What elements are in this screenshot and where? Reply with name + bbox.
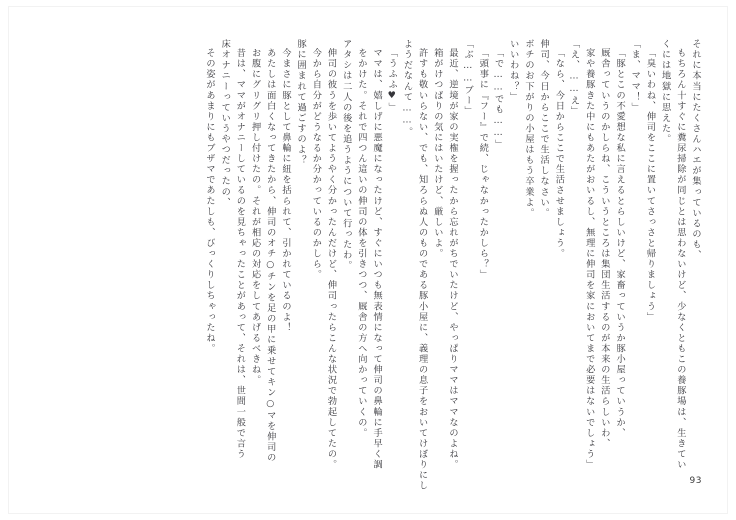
text-column: いいわね？」 <box>507 39 519 103</box>
text-column: くには地獄に思えた。 <box>659 39 671 145</box>
text-column: 許すも敬いらない、でも、知ろらぬ人のものである豚小屋に、義理の息子をおいてけぼりにし <box>416 48 428 492</box>
text-column: 「ま、ママ！」 <box>629 39 641 113</box>
text-column: 今まさに豚として鼻輪に紐を括られて、引かれているのよ！ <box>279 48 291 333</box>
text-column: 床オナニーっていうやつだったの、 <box>219 39 231 208</box>
text-column: もちろん十すぐに糞尿掃除が同じとは思わないけど、少なくともこの養豚場は、生きてい <box>674 48 686 470</box>
page-number: 93 <box>689 476 702 486</box>
text-column: 今から自分がどうなるか分かっているのかしら。 <box>310 48 322 281</box>
text-column: その姿があまりにもブザマであたしも、びっくりしちゃったね。 <box>204 48 215 354</box>
text-column: 厩舎っていうのかしらね、こういうところは集団生活するのが本来の生活らしいわ、 <box>598 48 610 449</box>
text-column: 昔は、ママがオナニーしているのを見ちゃったことがあって、それは、世間一般で言う <box>234 48 246 460</box>
text-column: 「うふふ♥」 <box>386 48 398 114</box>
text-column: ようだなんて……。 <box>401 39 413 138</box>
text-column: アタシは二人の後を追うようについて行ったわ。 <box>340 39 352 272</box>
text-column: それに本当にたくさんハエが集っているのも、 <box>690 39 701 261</box>
text-column: 「え、……え」 <box>568 39 580 117</box>
text-column: 「ぶ……ブー」 <box>462 39 474 117</box>
text-column: 「臭いわね、伸司をここに置いてさっさと帰りましょう」 <box>644 48 656 323</box>
text-column: 伸司、今日からここで生活しなさい。 <box>538 39 550 219</box>
text-column: 豚に囲まれて過ごすのよ？ <box>295 39 307 166</box>
text-column: 「で……でも……」 <box>492 48 504 151</box>
text-column: 最近、逆境が家の実権を握ったから忘れがちでいたけど、やっぱりママはママなのよね。 <box>447 48 458 470</box>
text-column: 「頭事に『フー』で続、じゃなかったかしら？」 <box>477 48 489 281</box>
text-column: 家や養豚きた中にもあたがおいるし、無理に伸司を家においてまで必要はないでしょう」 <box>583 48 595 470</box>
text-column: 「豚とこの不愛想な私に言えるとらしいけど、家畜っていうか豚小屋っていうか、 <box>614 48 626 439</box>
text-column: 「なら、今日からここで生活させましょう。 <box>553 48 565 259</box>
text-column: をかけた。それで四つん這いの伸司の体を引きつつ、厩舎の方へ向かっていくの。 <box>355 48 367 439</box>
text-column: お腹にグリグリ押し付けたの。それが相応の対応をしてあげるべきね。 <box>249 48 261 386</box>
text-column: ママは、嬉しげに悪魔になったけど、すぐにいつも無表情になって伸司の鼻輪に手早く調 <box>371 48 383 470</box>
text-column: 箱がけつばりの気にはいたけど、厳しいよ。 <box>431 48 443 259</box>
text-column: 伸司の彼うを歩いてようやく分かったんだけど、伸司ったらこんな状況で勃起してたの。 <box>325 48 337 470</box>
text-column: あたしは面白くなってきたから、伸司のオチ○チンを足の甲に乗せてキン○マを伸司の <box>264 48 276 464</box>
text-column: ボチのお下がりの小屋はもう卒業よ。 <box>522 39 534 219</box>
